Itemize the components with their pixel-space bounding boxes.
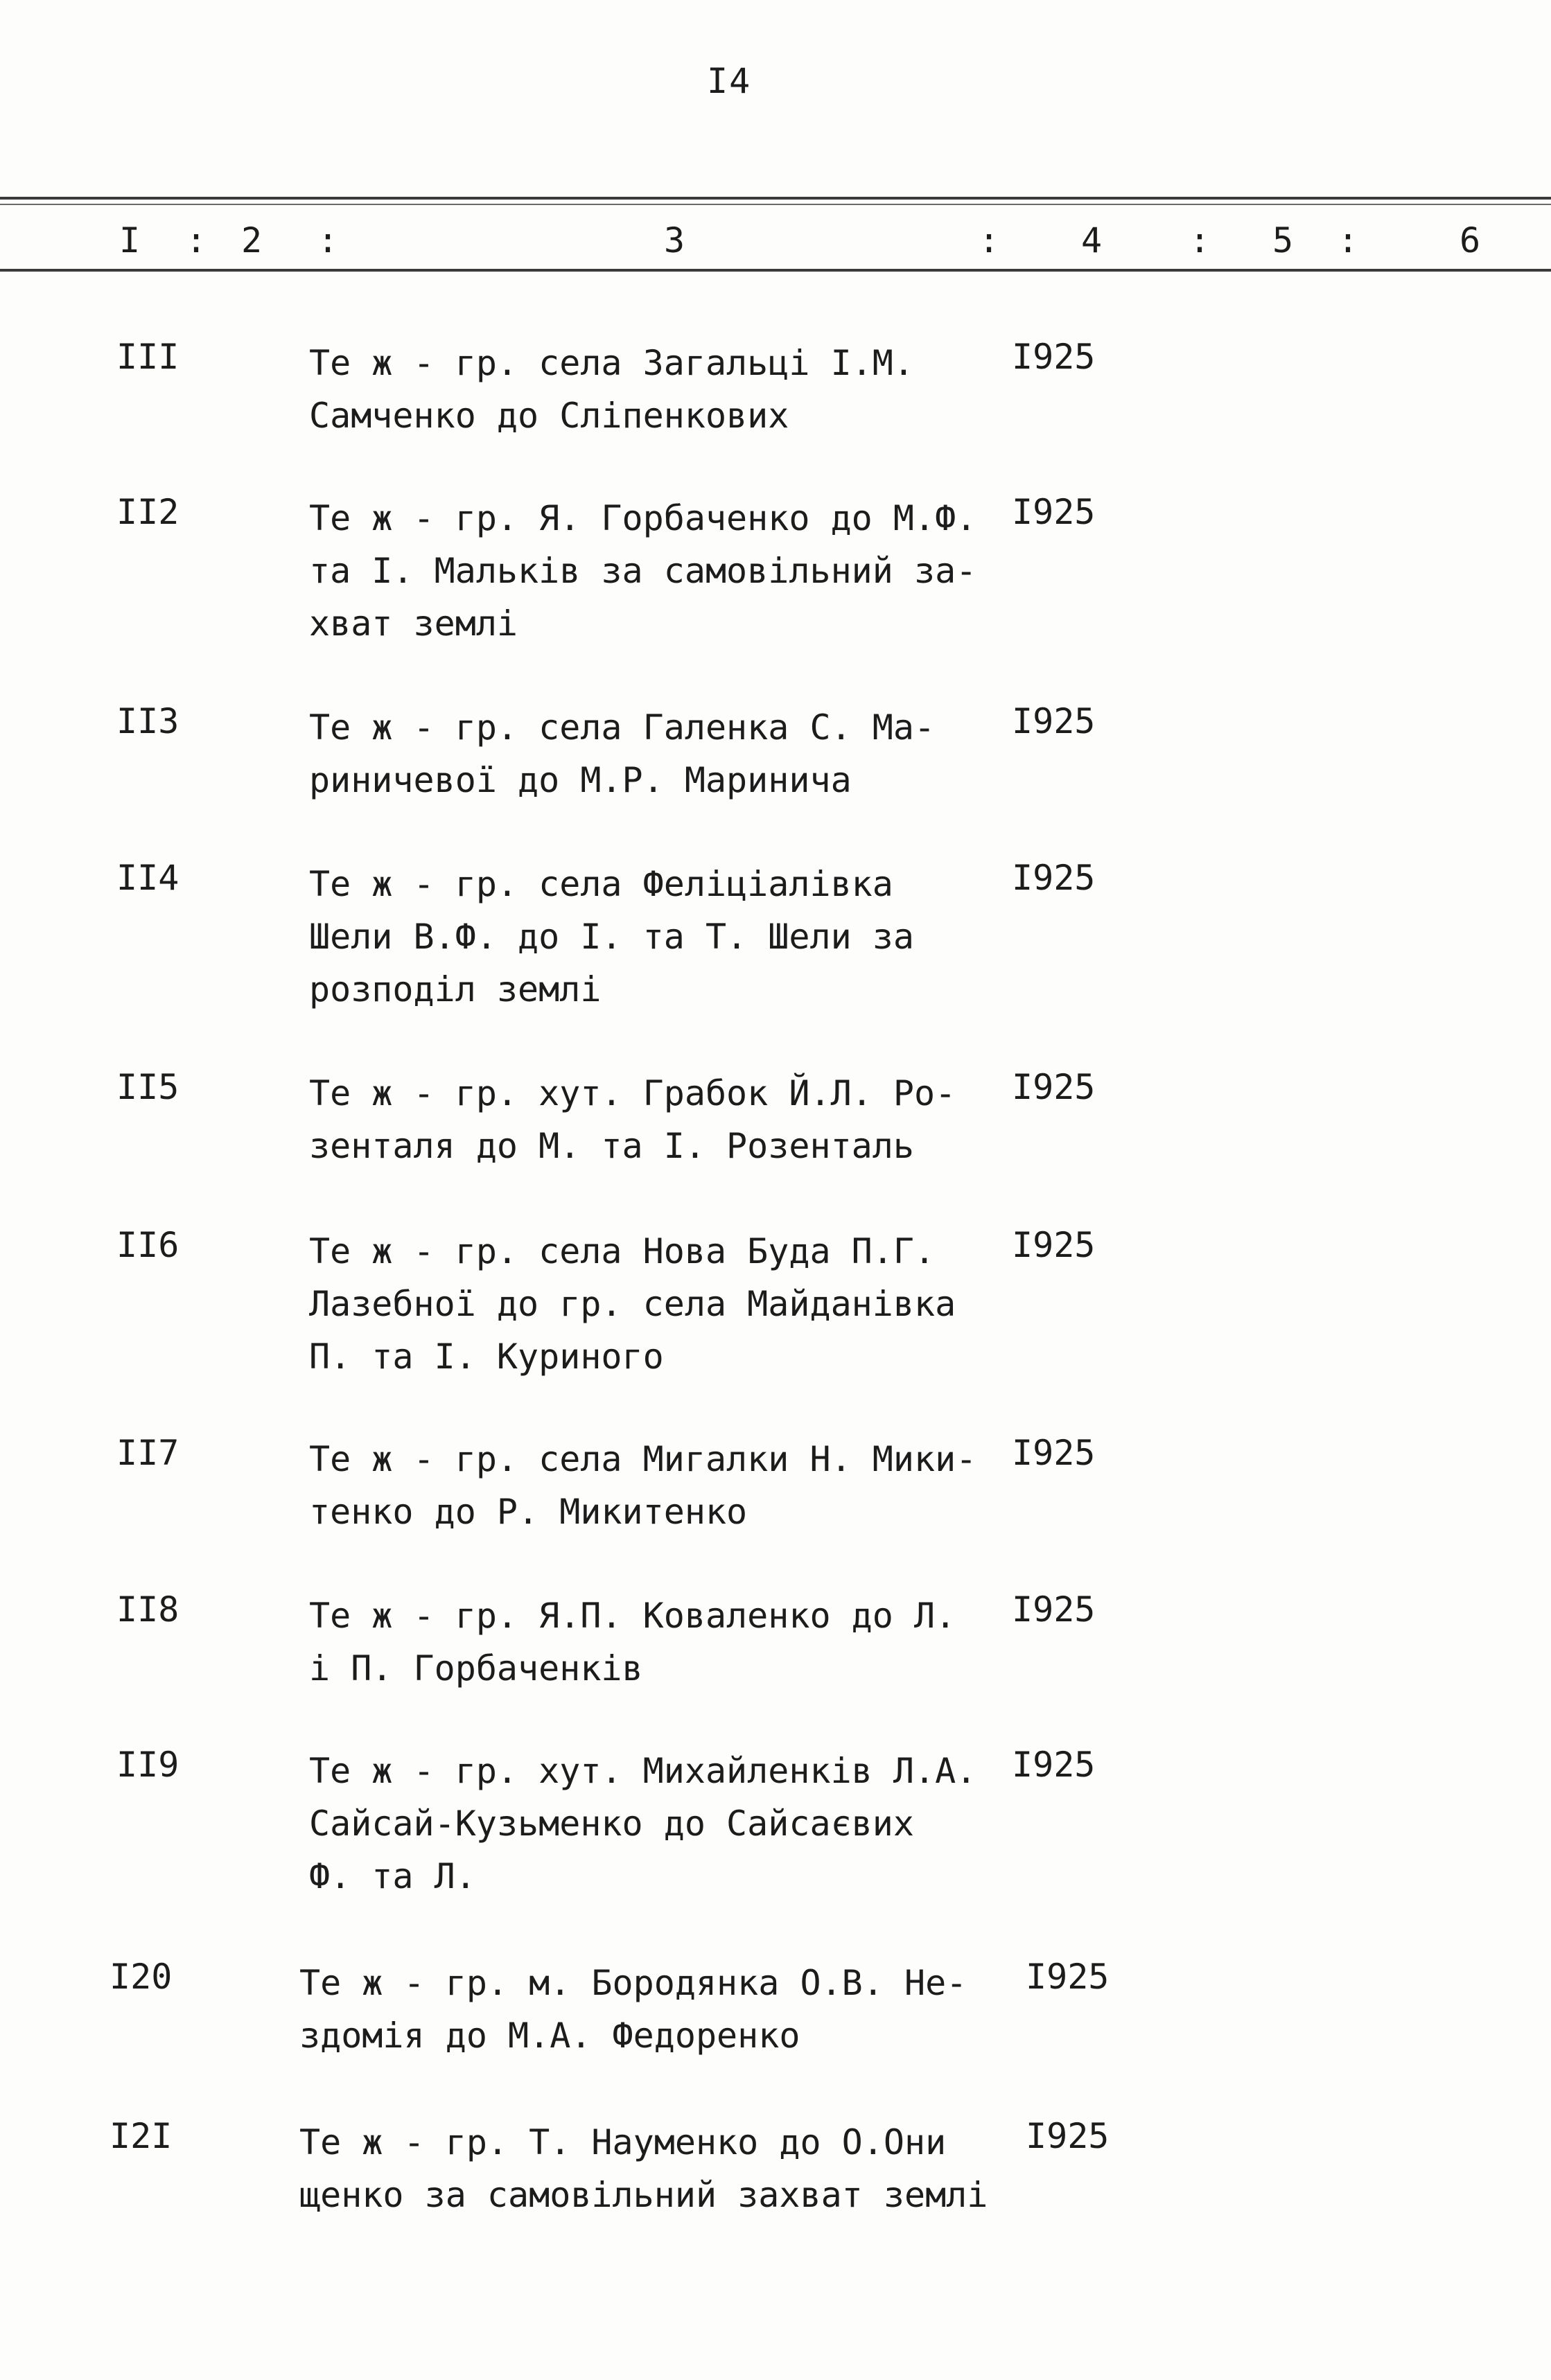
header-col-1: I xyxy=(119,220,141,261)
header-separator: : xyxy=(979,220,1000,261)
header-bottom-rule xyxy=(0,269,1551,272)
header-col-3: 3 xyxy=(664,220,685,261)
header-col-4: 4 xyxy=(1081,220,1103,261)
entry-year: I925 xyxy=(1012,1225,1096,1265)
header-separator: : xyxy=(317,220,339,261)
description-line: і П. Горбаченків xyxy=(309,1648,643,1689)
entry-description xyxy=(309,858,1002,1016)
entry-number: II3 xyxy=(116,701,179,741)
description-line: Ф. та Л. xyxy=(309,1856,476,1896)
entry-year: I925 xyxy=(1012,1745,1096,1785)
description-line: Те ж - гр. Я.П. Коваленко до Л. xyxy=(309,1596,956,1636)
header-col-5: 5 xyxy=(1272,220,1294,261)
entry-number: III xyxy=(116,337,179,377)
entry-year: I925 xyxy=(1012,701,1096,741)
entry-number: I2I xyxy=(109,2116,173,2156)
description-line: Те ж - гр. хут. Михайленків Л.А. xyxy=(309,1751,977,1791)
description-line: Лазебної до гр. села Майданівка xyxy=(309,1284,956,1324)
entry-description xyxy=(309,492,1002,650)
header-col-6: 6 xyxy=(1460,220,1481,261)
description-line: зенталя до М. та І. Розенталь xyxy=(309,1126,914,1166)
page-number: I4 xyxy=(707,61,752,101)
entry-number: I20 xyxy=(109,1957,173,1997)
header-top-rule xyxy=(0,197,1551,200)
description-line: Те ж - гр. села Нова Буда П.Г. xyxy=(309,1231,936,1271)
entry-number: II7 xyxy=(116,1433,179,1473)
header-col-2: 2 xyxy=(241,220,263,261)
description-line: Те ж - гр. Я. Горбаченко до М.Ф. xyxy=(309,498,977,538)
entry-description xyxy=(309,1589,1002,1695)
entry-number: II6 xyxy=(116,1225,179,1265)
description-line: Шели В.Ф. до І. та Т. Шели за xyxy=(309,917,914,957)
entry-year: I925 xyxy=(1012,337,1096,377)
entry-year: I925 xyxy=(1026,1957,1110,1997)
entry-description xyxy=(309,701,1002,806)
entry-year: I925 xyxy=(1012,1433,1096,1473)
description-line: риничевої до М.Р. Маринича xyxy=(309,760,852,800)
header-separator: : xyxy=(1189,220,1211,261)
description-line: Те ж - гр. хут. Грабок Й.Л. Ро- xyxy=(309,1073,956,1113)
entry-year: I925 xyxy=(1012,1589,1096,1630)
description-line: здомія до М.А. Федоренко xyxy=(299,2016,800,2056)
description-line: Те ж - гр. м. Бородянка О.В. Не- xyxy=(299,1963,967,2003)
header-top-rule-thin xyxy=(0,204,1551,205)
entry-number: II2 xyxy=(116,492,179,532)
description-line: розподіл землі xyxy=(309,969,602,1010)
entry-description xyxy=(309,1433,1002,1538)
entry-year: I925 xyxy=(1012,858,1096,898)
entry-description xyxy=(309,1745,1002,1903)
description-line: Те ж - гр. села Загальці І.М. xyxy=(309,343,914,383)
entry-year: I925 xyxy=(1026,2116,1110,2156)
entry-number: II8 xyxy=(116,1589,179,1630)
entry-description xyxy=(299,1957,992,2062)
entry-year: I925 xyxy=(1012,492,1096,532)
entry-number: II5 xyxy=(116,1067,179,1107)
description-line: хват землі xyxy=(309,603,518,644)
description-line: щенко за самовільний захват землі xyxy=(299,2175,988,2215)
description-line: Те ж - гр. села Галенка С. Ма- xyxy=(309,707,936,748)
description-line: Самченко до Сліпенкових xyxy=(309,396,789,436)
entry-description xyxy=(309,1225,1002,1383)
header-separator: : xyxy=(1338,220,1359,261)
header-separator: : xyxy=(186,220,207,261)
entry-number: II9 xyxy=(116,1745,179,1785)
description-line: Сайсай-Кузьменко до Сайсаєвих xyxy=(309,1804,914,1844)
entry-year: I925 xyxy=(1012,1067,1096,1107)
description-line: тенко до Р. Микитенко xyxy=(309,1492,748,1532)
entry-description xyxy=(299,2116,992,2221)
entry-description xyxy=(309,337,1002,442)
entry-number: II4 xyxy=(116,858,179,898)
description-line: Те ж - гр. села Мигалки Н. Мики- xyxy=(309,1439,977,1479)
description-line: П. та І. Куриного xyxy=(309,1337,664,1377)
description-line: Те ж - гр. села Феліціалівка xyxy=(309,864,893,904)
description-line: Те ж - гр. Т. Науменко до О.Они xyxy=(299,2122,947,2162)
description-line: та І. Мальків за самовільний за- xyxy=(309,551,977,591)
entry-description xyxy=(309,1067,1002,1172)
